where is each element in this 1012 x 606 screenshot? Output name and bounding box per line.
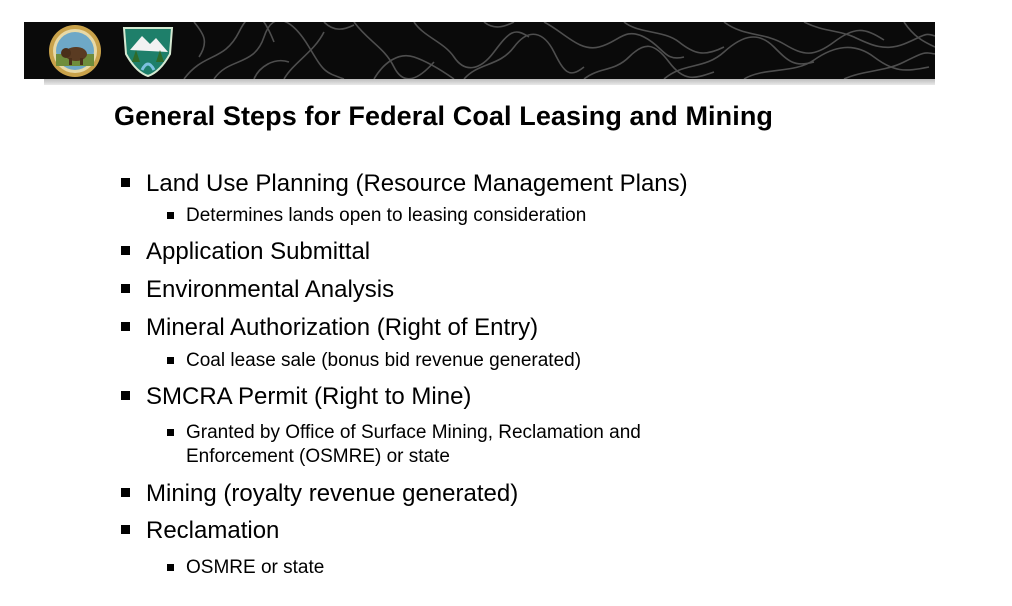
bullet-text: Mineral Authorization (Right of Entry) <box>146 314 539 341</box>
sub-bullet-square-icon <box>167 212 174 219</box>
header-banner <box>24 22 935 79</box>
bullet-item <box>146 314 538 342</box>
sub-bullet-text: OSMRE or state <box>186 557 325 578</box>
bullet-square-icon <box>121 322 130 331</box>
slide-title: General Steps for Federal Coal Leasing and Mining <box>114 101 774 131</box>
sub-bullet-text: Enforcement (OSMRE) or state <box>186 446 450 467</box>
sub-bullet-square-icon <box>167 357 174 364</box>
bullet-square-icon <box>121 488 130 497</box>
sub-bullet-square-icon <box>167 429 174 436</box>
sub-bullet-continuation <box>186 445 450 469</box>
bullet-square-icon <box>121 525 130 534</box>
bullet-item <box>146 383 471 411</box>
sub-bullet-text: Granted by Office of Surface Mining, Reclamation and <box>186 422 641 443</box>
bullet-text: Environmental Analysis <box>146 276 395 303</box>
bullet-text: Land Use Planning (Resource Management Plans) <box>146 170 688 197</box>
bullet-square-icon <box>121 246 130 255</box>
bullet-text: Application Submittal <box>146 238 371 265</box>
bullet-square-icon <box>121 284 130 293</box>
bullet-text: SMCRA Permit (Right to Mine) <box>146 383 472 410</box>
bullet-item <box>146 276 394 304</box>
sub-bullet-text: Determines lands open to leasing consideration <box>186 205 587 226</box>
banner-underline <box>44 79 935 85</box>
sub-bullet-square-icon <box>167 564 174 571</box>
bullet-square-icon <box>121 391 130 400</box>
bullet-item <box>146 480 518 508</box>
sub-bullet-text: Coal lease sale (bonus bid revenue generated) <box>186 350 582 371</box>
bullet-item <box>146 170 688 198</box>
sub-bullet-item <box>186 556 324 580</box>
doi-seal-logo <box>48 24 102 78</box>
sub-bullet-item <box>186 421 641 445</box>
sub-bullet-item <box>186 349 581 373</box>
bullet-item <box>146 238 370 266</box>
bullet-square-icon <box>121 178 130 187</box>
bullet-text: Mining (royalty revenue generated) <box>146 480 519 507</box>
sub-bullet-item <box>186 204 586 228</box>
bullet-text: Reclamation <box>146 517 280 544</box>
bullet-item <box>146 517 279 545</box>
blm-logo <box>120 24 176 78</box>
